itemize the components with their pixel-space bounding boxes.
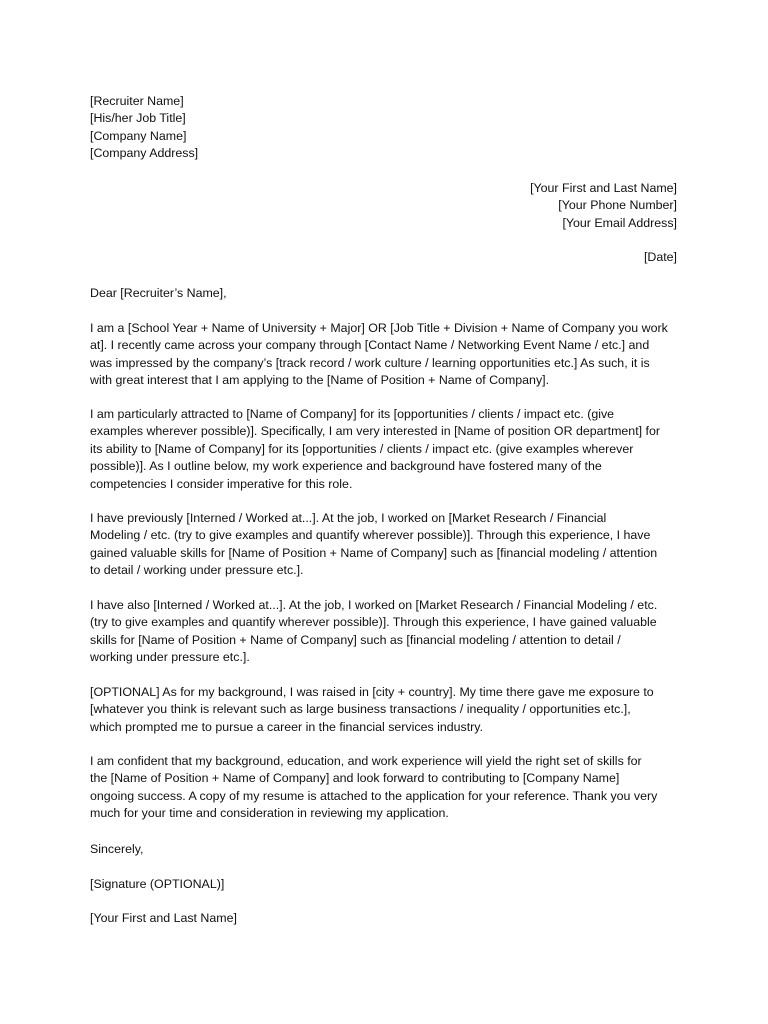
paragraph-line: examples wherever possible)]. Specifically, I am very interested in [Name of position OR department] for — [90, 424, 660, 439]
recipient-block — [90, 93, 680, 163]
salutation: Dear [Recruiter’s Name], — [90, 286, 227, 300]
letter-date: [Date] — [643, 250, 677, 264]
paragraph-line: much for your time and consideration in reviewing my application. — [90, 806, 449, 821]
paragraph-line: [whatever you think is relevant such as large business transactions / inequality / opportunities etc.], — [90, 702, 631, 717]
paragraph-intro — [90, 320, 690, 390]
paragraph-line: I have also [Interned / Worked at...]. At the job, I worked on [Market Research / Financial Modeling / etc. — [90, 598, 658, 612]
sender-name: [Your First and Last Name] — [530, 181, 677, 195]
paragraph-line: I am a [School Year + Name of University + Major] OR [Job Title + Division + Name of Company you work — [90, 321, 668, 335]
recipient-name: [Recruiter Name] — [90, 94, 184, 108]
paragraph-line: competencies I consider imperative for this role. — [90, 476, 353, 491]
paragraph-line: I am particularly attracted to [Name of Company] for its [opportunities / clients / impact etc. (give — [90, 407, 615, 421]
recipient-company: [Company Name] — [90, 128, 187, 143]
sender-email: [Your Email Address] — [562, 215, 677, 230]
paragraph-line: working under pressure etc.]. — [90, 650, 250, 665]
paragraph-line: I have previously [Interned / Worked at...]. At the job, I worked on [Market Research / Financial — [90, 511, 607, 525]
paragraph-experience-2 — [90, 597, 690, 667]
paragraph-line: I am confident that my background, education, and work experience will yield the right set of skills for — [90, 754, 642, 768]
paragraph-line: (try to give examples and quantify wherever possible)]. Through this experience, I have gained valuable — [90, 615, 657, 630]
recipient-address: [Company Address] — [90, 146, 199, 161]
paragraph-line: to detail / working under pressure etc.]. — [90, 563, 304, 578]
paragraph-line: with great interest that I am applying to the [Name of Position + Name of Company]. — [90, 373, 550, 388]
sender-block — [530, 180, 677, 232]
paragraph-line: which prompted me to pursue a career in the financial services industry. — [90, 719, 484, 734]
paragraph-background — [90, 684, 690, 736]
paragraph-line: its ability to [Name of Company] for its [opportunities / clients / impact etc. (give examples wherever — [90, 441, 634, 456]
signoff-name: [Your First and Last Name] — [90, 911, 237, 925]
sender-phone: [Your Phone Number] — [558, 198, 677, 213]
paragraph-line: was impressed by the company’s [track record / work culture / learning opportunities etc.] As such, it is — [90, 355, 650, 370]
paragraph-company-interest — [90, 406, 690, 493]
paragraph-closing — [90, 753, 690, 823]
paragraph-line: possible)]. As I outline below, my work experience and background have fostered many of the — [90, 459, 602, 474]
paragraph-line: the [Name of Position + Name of Company] and look forward to contributing to [Company Name] — [90, 771, 620, 786]
signature-line: [Signature (OPTIONAL)] — [90, 877, 225, 891]
closing-phrase: Sincerely, — [90, 842, 144, 856]
paragraph-line: skills for [Name of Position + Name of Company] such as [financial modeling / attention to detail / — [90, 632, 621, 647]
paragraph-line: [OPTIONAL] As for my background, I was raised in [city + country]. My time there gave me exposure to — [90, 685, 654, 699]
recipient-title: [His/her Job Title] — [90, 111, 186, 126]
paragraph-line: ongoing success. A copy of my resume is attached to the application for your reference. Thank you very — [90, 788, 658, 803]
paragraph-line: gained valuable skills for [Name of Position + Name of Company] such as [financial modeling / attention — [90, 545, 658, 560]
paragraph-experience-1 — [90, 510, 690, 580]
paragraph-line: Modeling / etc. (try to give examples and quantify wherever possible)]. Through this experience, I have — [90, 528, 651, 543]
paragraph-line: at]. I recently came across your company through [Contact Name / Networking Event Name / etc.] and — [90, 338, 650, 353]
